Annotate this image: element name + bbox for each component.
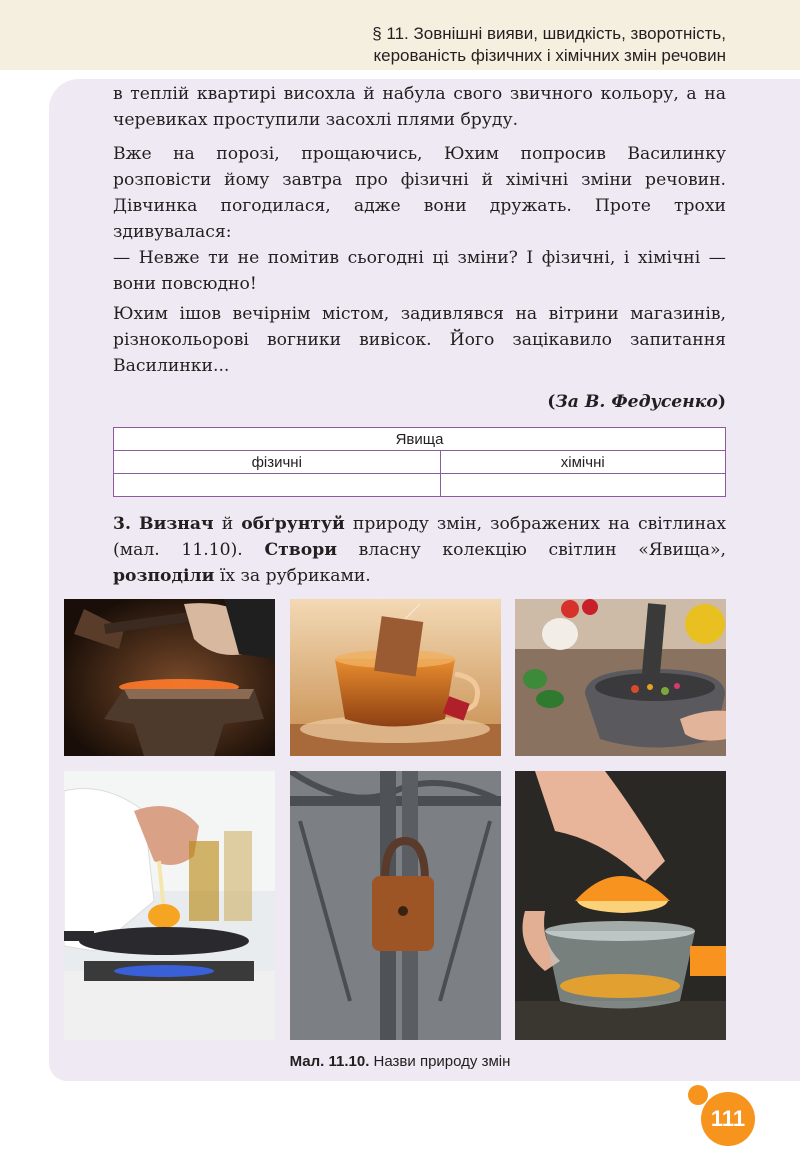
page-number: 111: [710, 1106, 746, 1131]
mortar-spices-photo: [515, 599, 726, 756]
table-cell-physical[interactable]: [114, 474, 441, 497]
running-header: [372, 23, 726, 67]
running-header-line2: керованість фізичних і хімічних змін речовин: [373, 46, 726, 65]
story-paragraph-1: в теплій квартирі висохла й набула свого звичного кольору, а на черевиках проступили засохлі плями бруду.: [113, 84, 726, 130]
phenomena-table: [113, 427, 726, 497]
figure-caption: [0, 1053, 800, 1070]
table-cell-chemical[interactable]: [440, 474, 726, 497]
story-paragraph-4: Юхим ішов вечірнім містом, задивлявся на вітрини магазинів, різнокольорові вогники вивісок. Його зацікавило запитання Василинки...: [113, 304, 726, 376]
source-author: За В. Федусенко: [555, 392, 718, 412]
source-attribution: (За В. Федусенко): [547, 392, 726, 412]
story-paragraph-3: — Невже ти не помітив сьогодні ці зміни? І фізичні, і хімічні — вони повсюдно!: [113, 248, 726, 294]
figure-caption-label: Мал. 11.10.: [289, 1053, 370, 1070]
table-col-physical: фізичні: [114, 451, 441, 474]
rusty-lock-photo: [290, 771, 501, 1040]
page-number-badge: [688, 1083, 760, 1149]
orange-juicer-photo: [515, 771, 726, 1040]
tea-cup-photo: [290, 599, 501, 756]
frying-egg-photo: [64, 771, 275, 1040]
table-col-chemical: хімічні: [440, 451, 726, 474]
running-header-line1: § 11. Зовнішні вияви, швидкість, зворотність,: [372, 24, 726, 43]
forge-anvil-photo: [64, 599, 275, 756]
story-paragraph-2: Вже на порозі, прощаючись, Юхим попросив Василинку розповісти йому завтра про фізичні й хімічні зміни речовин. Дівчинка погодилася, адже вони дружать. Проте трохи здивувалася:: [113, 144, 726, 242]
task-3: 3. Визнач й обґрунтуй природу змін, зображених на світлинах (мал. 11.10). Створи власну колекцію світлин «Явища», розподіли їх за рубриками.: [113, 514, 727, 586]
table-header: Явища: [114, 428, 726, 451]
figure-caption-text: Назви природу змін: [373, 1053, 511, 1070]
